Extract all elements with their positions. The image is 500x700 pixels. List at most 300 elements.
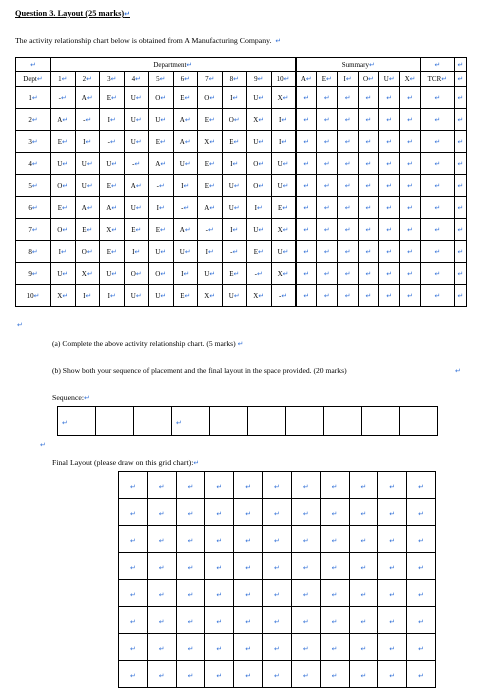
relationship-cell bbox=[124, 153, 149, 175]
part-b-instruction: (b) Show both your sequence of placement and the final layout in the space provided. (20 marks) bbox=[52, 366, 347, 375]
summary-cell bbox=[337, 153, 358, 175]
paragraph-mark: ↵ bbox=[386, 203, 393, 212]
relationship-cell-text: - bbox=[83, 115, 86, 124]
summary-cell bbox=[316, 285, 337, 307]
grid-cell bbox=[378, 661, 407, 688]
relationship-cell-text: U bbox=[155, 247, 161, 256]
grid-row bbox=[119, 553, 436, 580]
sequence-box bbox=[286, 407, 324, 436]
paragraph-mark: ↵ bbox=[135, 75, 141, 83]
paragraph-mark: ↵ bbox=[176, 419, 182, 427]
paragraph-mark: ↵ bbox=[344, 225, 351, 234]
table-row bbox=[16, 109, 467, 131]
sequence-box bbox=[172, 407, 210, 436]
paragraph-mark: ↵ bbox=[344, 159, 351, 168]
paragraph-mark: ↵ bbox=[245, 537, 252, 545]
relationship-cell-text: U bbox=[130, 291, 136, 300]
relationship-cell-text: X bbox=[253, 115, 259, 124]
paragraph-mark: ↵ bbox=[360, 537, 367, 545]
paragraph-mark: ↵ bbox=[457, 181, 464, 190]
paragraph-mark: ↵ bbox=[31, 225, 38, 234]
paragraph-mark: ↵ bbox=[274, 591, 280, 599]
relationship-cell-text: I bbox=[132, 247, 135, 256]
dept-column-header-text: 6 bbox=[180, 75, 185, 83]
paragraph-mark: ↵ bbox=[365, 115, 372, 124]
paragraph-mark: ↵ bbox=[86, 203, 93, 212]
dept-column-header bbox=[124, 72, 149, 87]
grid-cell bbox=[349, 472, 378, 499]
paragraph-mark: ↵ bbox=[344, 93, 351, 102]
paragraph-mark: ↵ bbox=[434, 225, 441, 234]
sequence-box bbox=[324, 407, 362, 436]
paragraph-mark: ↵ bbox=[407, 203, 413, 212]
paragraph-mark: ↵ bbox=[345, 75, 352, 83]
paragraph-mark: ↵ bbox=[434, 291, 441, 300]
relationship-cell-text: A bbox=[130, 181, 136, 190]
relationship-cell-text: U bbox=[253, 225, 259, 234]
paragraph-mark: ↵ bbox=[159, 181, 165, 190]
paragraph-mark: ↵ bbox=[258, 93, 265, 102]
paragraph-mark: ↵ bbox=[129, 564, 136, 572]
department-group-header-text: Department bbox=[153, 60, 187, 69]
paragraph-mark: ↵ bbox=[209, 291, 216, 300]
grid-row bbox=[119, 661, 436, 688]
paragraph-mark: ↵ bbox=[360, 618, 367, 626]
relationship-cell-text: I bbox=[230, 93, 233, 102]
summary-cell bbox=[316, 175, 337, 197]
relationship-cell bbox=[124, 241, 149, 263]
paragraph-mark: ↵ bbox=[160, 93, 167, 102]
paragraph-mark: ↵ bbox=[183, 269, 190, 278]
relationship-cell-text: E bbox=[204, 181, 209, 190]
paragraph-mark: ↵ bbox=[407, 137, 413, 146]
summary-cell bbox=[337, 219, 358, 241]
paragraph-mark: ↵ bbox=[30, 60, 36, 69]
relationship-cell-text: E bbox=[155, 137, 160, 146]
grid-cell bbox=[291, 607, 320, 634]
relationship-cell-text: E bbox=[106, 93, 111, 102]
summary-column-header bbox=[379, 72, 400, 87]
relationship-cell-text: I bbox=[83, 291, 86, 300]
relationship-cell-text: - bbox=[181, 203, 184, 212]
paragraph-mark: ↵ bbox=[208, 247, 214, 256]
relationship-cell bbox=[75, 131, 100, 153]
grid-cell bbox=[234, 661, 263, 688]
relationship-cell bbox=[51, 131, 76, 153]
grid-cell bbox=[234, 553, 263, 580]
relationship-cell-text: I bbox=[156, 203, 159, 212]
grid-cell bbox=[407, 553, 436, 580]
paragraph-mark: ↵ bbox=[208, 159, 215, 168]
relationship-cell bbox=[173, 87, 198, 109]
relationship-cell-text: E bbox=[229, 137, 234, 146]
relationship-cell bbox=[173, 197, 198, 219]
paragraph-mark: ↵ bbox=[282, 93, 289, 102]
dept-row-header-text: 8 bbox=[28, 247, 32, 256]
grid-cell bbox=[119, 661, 148, 688]
relationship-cell bbox=[100, 109, 125, 131]
paragraph-mark: ↵ bbox=[434, 93, 441, 102]
grid-cell bbox=[291, 526, 320, 553]
grid-cell bbox=[147, 580, 176, 607]
paragraph-mark: ↵ bbox=[302, 483, 309, 491]
relationship-cell bbox=[75, 87, 100, 109]
paragraph-mark: ↵ bbox=[258, 115, 265, 124]
paragraph-mark: ↵ bbox=[158, 483, 165, 491]
paragraph-mark: ↵ bbox=[303, 115, 310, 124]
table-row bbox=[16, 87, 467, 109]
table-row bbox=[16, 197, 467, 219]
paragraph-mark: ↵ bbox=[389, 510, 396, 518]
paragraph-mark: ↵ bbox=[389, 483, 396, 491]
paragraph-mark: ↵ bbox=[258, 137, 265, 146]
paragraph-mark: ↵ bbox=[129, 672, 136, 680]
grid-cell bbox=[407, 499, 436, 526]
grid-cell bbox=[291, 580, 320, 607]
summary-cell bbox=[379, 87, 400, 109]
paragraph-mark: ↵ bbox=[245, 591, 252, 599]
summary-cell bbox=[379, 109, 400, 131]
question-title: Question 3. Layout (25 marks)↵ bbox=[15, 9, 130, 18]
dept-column-header-text: 2 bbox=[82, 75, 87, 83]
paragraph-mark: ↵ bbox=[303, 247, 310, 256]
final-layout-grid bbox=[118, 471, 436, 688]
paragraph-mark: ↵ bbox=[274, 510, 280, 518]
relationship-cell-text: O bbox=[81, 247, 87, 256]
relationship-cell-text: A bbox=[81, 93, 87, 102]
paragraph-mark: ↵ bbox=[434, 137, 441, 146]
paragraph-mark: ↵ bbox=[184, 247, 191, 256]
paragraph-mark: ↵ bbox=[158, 618, 165, 626]
paragraph-mark: ↵ bbox=[323, 225, 330, 234]
summary-column-header-text: I bbox=[343, 75, 346, 83]
paragraph-mark: ↵ bbox=[135, 181, 142, 190]
dept-column-header bbox=[247, 72, 272, 87]
paragraph-mark: ↵ bbox=[216, 591, 223, 599]
dept-header-cell-text: Dept bbox=[23, 75, 37, 83]
sequence-box bbox=[96, 407, 134, 436]
relationship-cell-text: O bbox=[228, 115, 234, 124]
paragraph-mark: ↵ bbox=[365, 93, 372, 102]
paragraph-mark: ↵ bbox=[457, 60, 464, 69]
summary-cell bbox=[379, 197, 400, 219]
summary-cell bbox=[296, 285, 317, 307]
summary-cell bbox=[358, 131, 379, 153]
relationship-cell bbox=[222, 131, 247, 153]
grid-cell bbox=[378, 607, 407, 634]
paragraph-mark: ↵ bbox=[434, 269, 441, 278]
relationship-cell bbox=[222, 175, 247, 197]
paragraph-mark: ↵ bbox=[232, 247, 239, 256]
paragraph-mark: ↵ bbox=[62, 419, 68, 427]
relationship-cell bbox=[247, 219, 272, 241]
sequence-box bbox=[134, 407, 172, 436]
sequence-label: Sequence:↵ bbox=[52, 393, 90, 402]
paragraph-mark: ↵ bbox=[245, 564, 252, 572]
paragraph-mark: ↵ bbox=[184, 115, 191, 124]
paragraph-mark: ↵ bbox=[386, 181, 393, 190]
grid-cell bbox=[205, 607, 234, 634]
relationship-cell-text: I bbox=[278, 115, 282, 124]
relationship-cell bbox=[100, 175, 125, 197]
dept-row-header bbox=[16, 241, 51, 263]
summary-cell bbox=[400, 285, 421, 307]
summary-cell bbox=[358, 175, 379, 197]
relationship-cell-text: U bbox=[228, 203, 234, 212]
grid-cell bbox=[407, 472, 436, 499]
header-corner-cell bbox=[16, 58, 51, 72]
dept-row-header bbox=[16, 109, 51, 131]
relationship-cell bbox=[271, 131, 296, 153]
relationship-cell bbox=[149, 197, 174, 219]
summary-cell bbox=[296, 219, 317, 241]
row-end-cell bbox=[454, 109, 466, 131]
grid-cell bbox=[291, 661, 320, 688]
relationship-cell bbox=[124, 131, 149, 153]
paragraph-mark: ↵ bbox=[303, 269, 310, 278]
summary-cell bbox=[379, 153, 400, 175]
relationship-cell-text: A bbox=[57, 115, 63, 124]
row-end-cell bbox=[454, 219, 466, 241]
paragraph-mark: ↵ bbox=[274, 645, 280, 653]
paragraph-mark: ↵ bbox=[274, 537, 280, 545]
relationship-cell-text: I bbox=[58, 247, 61, 256]
paragraph-mark: ↵ bbox=[184, 75, 190, 83]
relationship-cell bbox=[100, 197, 125, 219]
paragraph-mark: ↵ bbox=[323, 159, 330, 168]
paragraph-mark: ↵ bbox=[257, 247, 264, 256]
relationship-cell bbox=[247, 241, 272, 263]
paragraph-mark: ↵ bbox=[282, 247, 289, 256]
paragraph-mark: ↵ bbox=[129, 645, 136, 653]
relationship-cell-text: U bbox=[106, 269, 112, 278]
paragraph-mark: ↵ bbox=[457, 269, 464, 278]
dept-column-header bbox=[51, 72, 76, 87]
paragraph-mark: ↵ bbox=[282, 203, 289, 212]
relationship-cell-text: O bbox=[130, 269, 136, 278]
tcr-cell bbox=[420, 175, 454, 197]
relationship-cell bbox=[100, 219, 125, 241]
relationship-cell-text: U bbox=[130, 203, 136, 212]
paragraph-mark: ↵ bbox=[216, 483, 223, 491]
paragraph-mark: ↵ bbox=[134, 247, 141, 256]
grid-cell bbox=[291, 472, 320, 499]
relationship-cell-text: X bbox=[204, 137, 210, 146]
relationship-cell bbox=[100, 241, 125, 263]
paragraph-mark: ↵ bbox=[232, 93, 239, 102]
summary-cell bbox=[379, 219, 400, 241]
paragraph-mark: ↵ bbox=[302, 618, 309, 626]
paragraph-mark: ↵ bbox=[257, 269, 263, 278]
relationship-cell-text: - bbox=[254, 269, 257, 278]
paragraph-mark: ↵ bbox=[302, 591, 309, 599]
dept-row-header bbox=[16, 263, 51, 285]
paragraph-mark: ↵ bbox=[86, 225, 93, 234]
paragraph-mark: ↵ bbox=[160, 291, 167, 300]
activity-relationship-chart bbox=[15, 57, 467, 307]
grid-cell bbox=[176, 472, 205, 499]
relationship-cell-text: - bbox=[230, 247, 233, 256]
grid-cell bbox=[147, 472, 176, 499]
row-end-cell bbox=[454, 197, 466, 219]
grid-cell bbox=[349, 526, 378, 553]
paragraph-mark: ↵ bbox=[386, 115, 393, 124]
paragraph-mark: ↵ bbox=[129, 537, 136, 545]
paragraph-mark: ↵ bbox=[457, 137, 464, 146]
relationship-cell bbox=[222, 109, 247, 131]
relationship-cell bbox=[247, 175, 272, 197]
paragraph-mark: ↵ bbox=[457, 203, 464, 212]
paragraph-mark: ↵ bbox=[216, 645, 223, 653]
summary-column-header bbox=[358, 72, 379, 87]
relationship-cell bbox=[100, 87, 125, 109]
paragraph-mark: ↵ bbox=[134, 159, 141, 168]
relationship-cell-text: U bbox=[155, 291, 161, 300]
paragraph-mark: ↵ bbox=[110, 181, 117, 190]
paragraph-mark: ↵ bbox=[110, 291, 116, 300]
paragraph-mark: ↵ bbox=[245, 645, 252, 653]
paragraph-mark: ↵ bbox=[281, 137, 288, 146]
tcr-cell bbox=[420, 153, 454, 175]
paragraph-mark: ↵ bbox=[281, 115, 288, 124]
paragraph-mark: ↵ bbox=[407, 291, 413, 300]
paragraph-mark: ↵ bbox=[344, 203, 351, 212]
dept-column-header-text: 4 bbox=[131, 75, 136, 83]
paragraph-mark: ↵ bbox=[62, 181, 69, 190]
table-row bbox=[16, 175, 467, 197]
grid-cell bbox=[407, 526, 436, 553]
dept-column-header-text: 10 bbox=[276, 75, 284, 83]
paragraph-mark: ↵ bbox=[209, 93, 216, 102]
paragraph-mark: ↵ bbox=[208, 225, 214, 234]
paragraph-mark: ↵ bbox=[365, 203, 372, 212]
paragraph-mark: ↵ bbox=[135, 93, 142, 102]
paragraph-mark: ↵ bbox=[245, 510, 252, 518]
relationship-cell bbox=[149, 219, 174, 241]
paragraph-mark: ↵ bbox=[323, 115, 330, 124]
paragraph-mark: ↵ bbox=[233, 203, 240, 212]
paragraph-mark: ↵ bbox=[62, 159, 69, 168]
paragraph-mark: ↵ bbox=[331, 591, 338, 599]
paragraph-mark: ↵ bbox=[407, 159, 413, 168]
paragraph-mark: ↵ bbox=[31, 247, 38, 256]
grid-cell bbox=[176, 499, 205, 526]
row-end-cell bbox=[454, 87, 466, 109]
paragraph-mark: ↵ bbox=[418, 510, 424, 518]
paragraph-mark: ↵ bbox=[61, 75, 68, 83]
paragraph-mark: ↵ bbox=[159, 137, 166, 146]
paragraph-mark: ↵ bbox=[282, 181, 289, 190]
relationship-cell bbox=[100, 285, 125, 307]
relationship-cell bbox=[100, 263, 125, 285]
grid-cell bbox=[263, 607, 292, 634]
paragraph-mark: ↵ bbox=[129, 510, 136, 518]
relationship-cell bbox=[173, 153, 198, 175]
paragraph-mark: ↵ bbox=[160, 247, 167, 256]
paragraph-mark: ↵ bbox=[360, 591, 367, 599]
paragraph-mark: ↵ bbox=[183, 181, 190, 190]
summary-cell bbox=[316, 131, 337, 153]
paragraph-mark: ↵ bbox=[457, 247, 464, 256]
paragraph-mark: ↵ bbox=[388, 75, 395, 83]
relationship-cell bbox=[100, 131, 125, 153]
department-group-header bbox=[51, 58, 296, 72]
dept-row-header-text: 1 bbox=[28, 93, 32, 102]
summary-cell bbox=[296, 175, 317, 197]
relationship-cell bbox=[149, 153, 174, 175]
paragraph-mark: ↵ bbox=[135, 291, 142, 300]
tcr-cell bbox=[420, 263, 454, 285]
relationship-cell bbox=[75, 175, 100, 197]
relationship-cell-text: X bbox=[277, 225, 283, 234]
paragraph-mark: ↵ bbox=[434, 247, 441, 256]
relationship-cell bbox=[247, 87, 272, 109]
dept-column-header-text: 8 bbox=[229, 75, 234, 83]
paragraph-mark: ↵ bbox=[418, 645, 424, 653]
table-row bbox=[16, 263, 467, 285]
dept-column-header-text: 5 bbox=[156, 75, 160, 83]
summary-column-header bbox=[296, 72, 317, 87]
grid-cell bbox=[205, 661, 234, 688]
paragraph-mark: ↵ bbox=[274, 618, 280, 626]
grid-cell bbox=[291, 499, 320, 526]
grid-cell bbox=[234, 634, 263, 661]
summary-group-header bbox=[296, 58, 421, 72]
paragraph-mark: ↵ bbox=[457, 75, 464, 83]
relationship-cell-text: E bbox=[106, 181, 111, 190]
paragraph-mark: ↵ bbox=[457, 225, 464, 234]
paragraph-mark: ↵ bbox=[365, 181, 372, 190]
paragraph-mark: ↵ bbox=[305, 75, 312, 83]
paragraph-mark: ↵ bbox=[360, 483, 367, 491]
relationship-cell-text: U bbox=[130, 115, 136, 124]
grid-cell bbox=[320, 607, 349, 634]
relationship-cell-text: O bbox=[155, 93, 161, 102]
summary-cell bbox=[400, 241, 421, 263]
dept-column-header-text: 3 bbox=[107, 75, 111, 83]
relationship-cell-text: - bbox=[205, 225, 208, 234]
paragraph-mark: ↵ bbox=[86, 75, 92, 83]
grid-cell bbox=[119, 553, 148, 580]
paragraph-mark: ↵ bbox=[365, 269, 372, 278]
summary-group-header-text: Summary bbox=[341, 60, 369, 69]
grid-cell bbox=[263, 634, 292, 661]
paragraph-mark: ↵ bbox=[160, 269, 167, 278]
dept-row-header bbox=[16, 285, 51, 307]
paragraph-mark: ↵ bbox=[245, 483, 252, 491]
paragraph-mark: ↵ bbox=[110, 93, 117, 102]
paragraph-mark: ↵ bbox=[331, 672, 338, 680]
dept-column-header bbox=[271, 72, 296, 87]
grid-cell bbox=[205, 472, 234, 499]
relationship-cell-text: I bbox=[254, 203, 257, 212]
paragraph-mark: ↵ bbox=[31, 115, 38, 124]
relationship-cell-text: X bbox=[81, 269, 87, 278]
paragraph-mark: ↵ bbox=[407, 247, 413, 256]
paragraph-mark: ↵ bbox=[282, 159, 289, 168]
sequence-box bbox=[248, 407, 286, 436]
relationship-cell-text: E bbox=[82, 225, 87, 234]
summary-cell bbox=[296, 197, 317, 219]
grid-cell bbox=[119, 499, 148, 526]
grid-cell bbox=[291, 553, 320, 580]
relationship-cell-text: X bbox=[253, 291, 259, 300]
dept-column-header bbox=[75, 72, 100, 87]
paragraph-mark: ↵ bbox=[386, 291, 393, 300]
relationship-cell bbox=[173, 131, 198, 153]
relationship-cell-text: O bbox=[57, 225, 63, 234]
grid-cell bbox=[205, 553, 234, 580]
